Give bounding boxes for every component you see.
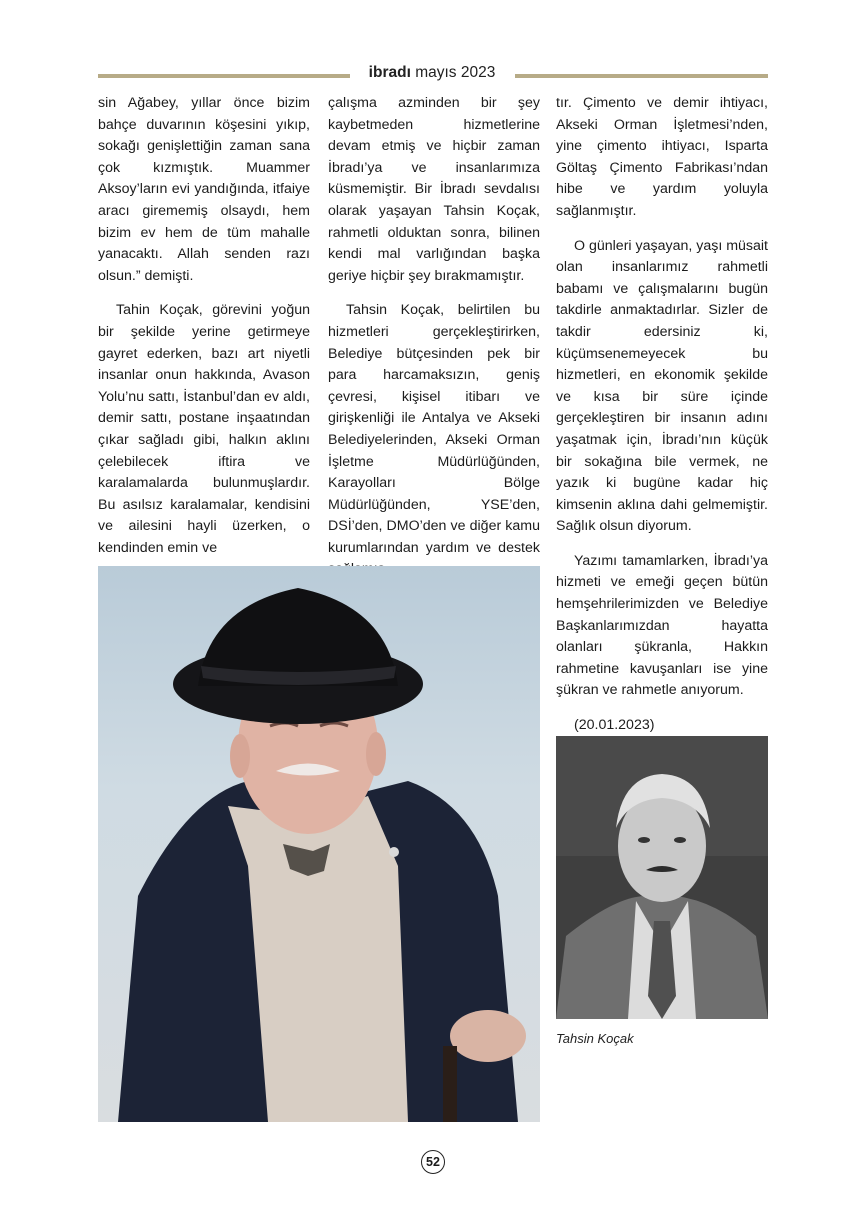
paragraph: sin Ağabey, yıllar önce bizim bahçe duvarının köşesini yıkıp, sokağı genişlettiğin zaman sana çok kızmıştık. Muammer Aksoy’ların evi yandığında, itfaiye aracı girememiş olsaydı, hem bizim ev hem de tüm mahalle yanacaktı. Allah senden razı olsun.” demişti.	[98, 95, 310, 284]
issue-date: mayıs 2023	[415, 64, 496, 81]
paragraph: Yazımı tamamlarken, İbradı’ya hizmeti ve emeği geçen bütün hemşehrilerimizden ve Belediye Başkanlarımızdan hayatta olanları şükranla, Hakkın rahmetine kavuşanları ise yine şükran ve rahmetle anıyorum.	[556, 552, 768, 699]
text-column-1	[98, 93, 310, 572]
header-rule-left	[98, 74, 350, 78]
header-rule-right	[515, 74, 768, 78]
text-column-2	[328, 93, 540, 594]
magazine-name: ibradı	[368, 64, 411, 81]
paragraph: Tahin Koçak, görevini yoğun bir şekilde yerine getirmeye gayret ederken, bazı art niyetli insanlar onun hakkında, Avason Yolu’nu sattı, İstanbul’dan ev aldı, demir sattı, postane inşaatından çıkar sağladı gibi, halkın aklını çelebilecek iftira ve karalamalarda bulunmuşlardır. Bu asılsız karalamalar, kendisini ve ailesini hayli üzerken, o kendinden emin ve	[98, 302, 310, 556]
paragraph: tır. Çimento ve demir ihtiyacı, Akseki Orman İşletmesi’nden, yine çimento ihtiyacı, Isparta Göltaş Çimento Fabrikası’ndan hibe ve yardım yoluyla sağlanmıştır.	[556, 95, 768, 219]
header-title	[352, 63, 512, 83]
page-number: 52	[421, 1150, 445, 1174]
portrait-photo-elderly-illustration	[98, 566, 540, 1122]
article-date: (20.01.2023)	[574, 717, 655, 734]
text-column-3	[556, 93, 768, 750]
paragraph: çalışma azminden bir şey kaybetmeden hizmetlerine devam etmiş ve hiçbir zaman İbradı’ya ve insanlarımıza küsmemiştir. Bir İbradı sevdalısı olarak yaşayan Tahsin Koçak, rahmetli olduktan sonra, bilinen kendi mal varlığından başka geriye hiçbir şey bırakmamıştır.	[328, 95, 540, 284]
paragraph: O günleri yaşayan, yaşı müsait olan insanlarımız rahmetli babamı ve çalışmalarını bugün takdirle anmaktadırlar. Sizler de takdir edersiniz ki, küçümsenemeyecek bu hizmetleri, en ekonomik şekilde ve kısa bir süre içinde gerçekleştiren bir insanın adını yaşatmak için, İbradı’nın küçük bir sokağına bile vermek, ne yazık ki bugüne kadar hiç kimsenin aklına dahi gelmemiştir. Sağlık olsun diyorum.	[556, 237, 768, 535]
photo-caption: Tahsin Koçak	[556, 1031, 634, 1046]
portrait-photo-tahsin-kocak	[556, 736, 768, 1019]
paragraph: Tahsin Koçak, belirtilen bu hizmetleri gerçekleştirirken, Belediye bütçesinden pek bir para harcamaksızın, geniş çevresi, kişisel itibarı ve girişkenliği ile Antalya ve Akseki Belediyelerinden, Akseki Orman İşletme Müdürlüğünden, Karayolları Bölge Müdürlüğünden, YSE’den, DSİ’den, DMO’den ve diğer kamu kurumlarından yardım ve destek	[328, 302, 540, 556]
portrait-photo-elderly	[98, 566, 540, 1122]
portrait-photo-tahsin-kocak-illustration	[556, 736, 768, 1019]
